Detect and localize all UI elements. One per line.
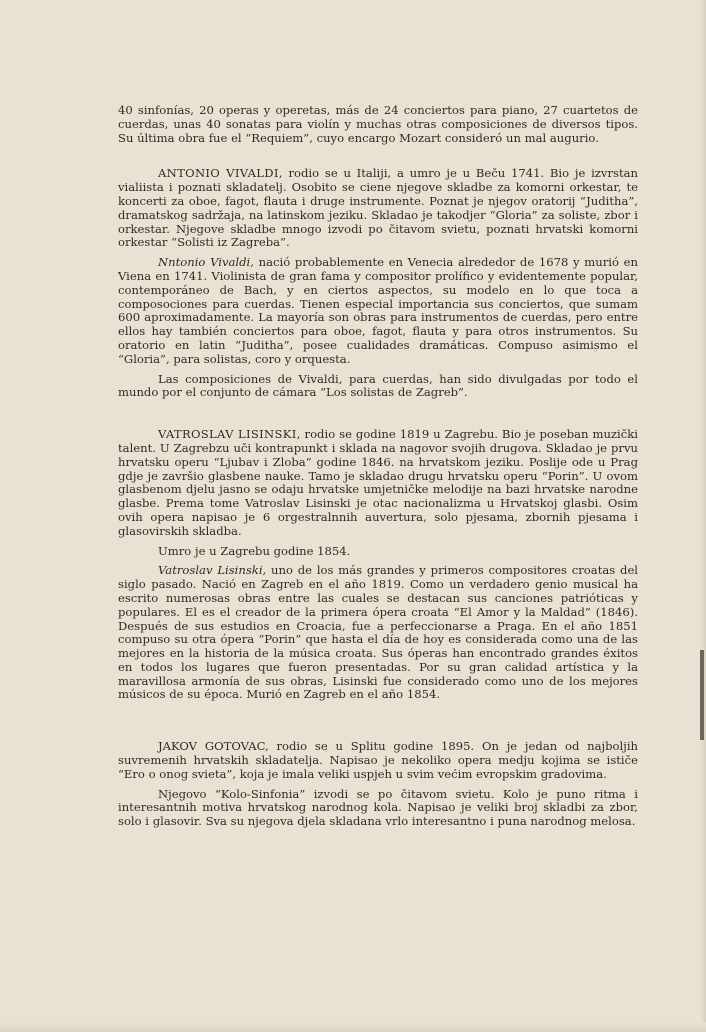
page-edge xyxy=(700,0,706,1032)
paragraph-gotovac-hr: JAKOV GOTOVAC, rodio se u Splitu godine 1895. On je jedan od najboljih suvremenih hrvatskih skladatelja. Napisao je nekoliko opera medju kojima se ističe “Ero o onog svieta”, koja je imala veliki uspjeh u svim većim evropskim gradovima. xyxy=(118,739,638,781)
paragraph-vivaldi-es xyxy=(118,256,638,366)
composer-name-lisinski-es: Vatroslav Lisinski, xyxy=(158,563,267,578)
composer-name-vivaldi: ANTONIO VIVALDI, xyxy=(158,166,283,181)
paragraph-lisinski-es xyxy=(118,564,638,702)
spacer xyxy=(118,406,638,428)
spacer xyxy=(118,708,638,740)
paragraph-text: rodio se godine 1819 u Zagrebu. Bio je poseban muzički talent. U Zagrebzu uči kontrapunkt i sklada na nagovor svojih drugova. Skladao je prvu hrvatsku operu “Ljubav i Zloba” godine 1846. na hrvatskom jeziku. Poslije ode u Prag gdje je završio glasbene nauke. Tamo je skladao drugu hrvatsku operu “Porin”. U ovom glasbenom djelu jasno se odaju hrvatske umjetničke melodije na bazi hrvatske narodne glasbe. Prema tome Vatroslav Lisinski je otac nacionalizma u Hrvatskoj glasbi. Osim ovih opera napisao je 6 orgestralnnih auvertura, solo pjesama, zbornih pjesama i glasovirskih skladba. xyxy=(118,427,638,538)
composer-name-lisinski: VATROSLAV LISINSKI, xyxy=(158,427,301,442)
paragraph-vivaldi-hr xyxy=(118,167,638,250)
paragraph-vivaldi-es-2: Las composiciones de Vivaldi, para cuerdas, han sido divulgadas por todo el mundo por el conjunto de cámara “Los solistas de Zagreb”. xyxy=(118,371,638,400)
paragraph-gotovac-hr-2: Njegovo “Kolo-Sinfonia” izvodi se po čitavom svietu. Kolo je puno ritma i interesantnih motiva hrvatskog narodnog kola. Napisao je veliki broj skladbi za zbor, solo i glasovir. Sva su njegova djela skladana vrlo interesantno i puna narodnog melosa. xyxy=(118,786,638,829)
page-edge-bottom xyxy=(0,1022,706,1032)
document-body xyxy=(118,104,638,835)
composer-name-vivaldi-es: Nntonio Vivaldi, xyxy=(158,255,254,270)
paragraph-text: nació probablemente en Venecia alrededor de 1678 y murió en Viena en 1741. Violinista de gran fama y compositor prolífico y evidentemente popular, contemporáneo de Bach, y en ciertos aspectos, su modelo en lo que toca a composociones para cuerdas. Tienen especial importancia sus conciertos, que sumam 600 aproximadamente. La mayoría son obras para instrumentos de cuerdas, pero entre ellos hay también conciertos para oboe, fagot, flauta y para otros instrumentos. Su oratorio en latin “Juditha”, posee cualidades dramáticas. Compuso asimismo el “Gloria”, para solistas, coro y orquesta. xyxy=(118,255,638,366)
paragraph-lisinski-hr-2: Umro je u Zagrebu godine 1854. xyxy=(158,543,351,558)
binding-mark xyxy=(700,650,704,740)
spacer xyxy=(118,151,638,167)
paragraph-text: uno de los más grandes y primeros compositores croatas del siglo pasado. Nació en Zagreb en el año 1819. Como un verdadero genio musical ha escrito numerosas obras entre las cuales se destacan sus canciones patrióticas y populares. El es el creador de la primera ópera croata “El Amor y la Maldad” (1846). Después de sus estudios en Croacia, fue a perfeccionarse a Praga. En el año 1851 compuso su otra ópera “Porin” que hasta el día de hoy es considerada como una de las mejores en la historia de la música croata. Sus óperas han encontrado grandes éxitos en todos los lugares que fueron presentadas. Por su gran calidad artística y la maravillosa armonía de sus obras, Lisinski fue considerado como uno de los mejores músicos de su época. Murió en Zagreb en el año 1854. xyxy=(118,563,639,702)
paragraph-mozart-es: 40 sinfonías, 20 operas y operetas, más de 24 conciertos para piano, 27 cuartetos de cuerdas, unas 40 sonatas para violín y muchas otras composiciones de diversos tipos. Su última obra fue el “Requiem”, cuyo encargo Mozart consideró un mal augurio. xyxy=(118,103,638,145)
paragraph-lisinski-hr xyxy=(118,428,638,538)
paragraph-text: rodio se u Italiji, a umro je u Beču 1741. Bio je izvrstan vialiista i poznati skladatelj. Osobito se ciene njegove skladbe za komorni orkestar, te koncerti za oboe, fagot, flauta i druge instrumente. Poznat je njegov oratorij “Juditha”, dramatskog sadržaja, na latinskom jeziku. Skladao je takodjer “Gloria” za soliste, zbor i orkestar. Njegove skladbe mnogo izvodi po čitavom svietu, poznati hrvatski komorni orkestar “Solisti iz Zagreba”. xyxy=(118,166,638,250)
